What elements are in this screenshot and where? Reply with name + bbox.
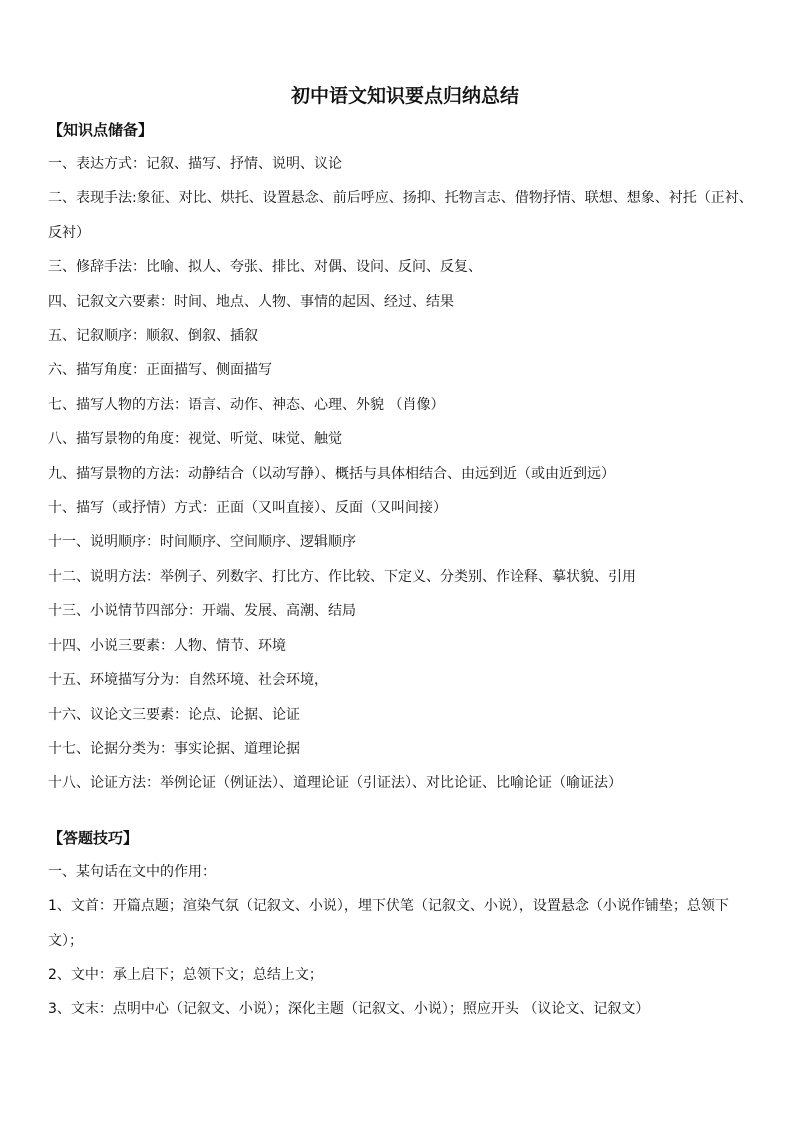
list-item: 十七、论据分类为：事实论据、道理论据 xyxy=(48,740,300,757)
list-item: 十八、论证方法：举例论证（例证法）、道理论证（引证法）、对比论证、比喻论证（喻证法） xyxy=(48,775,622,792)
page-title: 初中语文知识要点归纳总结 xyxy=(290,85,519,107)
section-header-techniques: 【答题技巧】 xyxy=(48,828,139,847)
list-item: 六、描写角度：正面描写、侧面描写 xyxy=(48,362,272,379)
list-item: 十二、说明方法：举例子、列数字、打比方、作比较、下定义、分类别、作诠释、摹状貌、引用 xyxy=(48,568,636,585)
list-item: 三、修辞手法：比喻、拟人、夸张、排比、对偶、设问、反问、反复、 xyxy=(48,259,482,276)
list-item: 一、某句话在文中的作用： xyxy=(48,863,216,880)
list-item: 1、文首：开篇点题；渲染气氛（记叙文、小说），埋下伏笔（记叙文、小说），设置悬念（小说作铺垫；总领下文）； xyxy=(48,898,729,949)
list-item: 十、描写（或抒情）方式：正面（又叫直接）、反面（又叫间接） xyxy=(48,500,447,517)
list-item: 十三、小说情节四部分：开端、发展、高潮、结局 xyxy=(48,603,356,620)
techniques-list xyxy=(48,855,754,1027)
list-item: 十四、小说三要素：人物、情节、环境 xyxy=(48,637,286,654)
list-item: 五、记叙顺序：顺叙、倒叙、插叙 xyxy=(48,328,258,345)
list-item: 十一、说明顺序：时间顺序、空间顺序、逻辑顺序 xyxy=(48,534,356,551)
list-item: 3、文末：点明中心（记叙文、小说）；深化主题（记叙文、小说）；照应开头 （议论文、记叙文） xyxy=(48,1001,650,1018)
list-item: 七、描写人物的方法：语言、动作、神态、心理、外貌 （肖像） xyxy=(48,396,445,413)
list-item: 2、文中：承上启下；总领下文；总结上文； xyxy=(48,966,323,983)
list-item: 十六、议论文三要素：论点、论据、论证 xyxy=(48,706,300,723)
list-item: 九、描写景物的方法：动静结合（以动写静）、概括与具体相结合、由远到近（或由近到远） xyxy=(48,465,615,482)
list-item: 十五、环境描写分为：自然环境、社会环境， xyxy=(48,672,328,689)
list-item: 一、表达方式：记叙、描写、抒情、说明、议论 xyxy=(48,156,342,172)
section-header-knowledge: 【知识点储备】 xyxy=(48,121,154,139)
list-item: 八、描写景物的角度：视觉、听觉、味觉、触觉 xyxy=(48,431,342,448)
list-item: 二、表现手法:象征、对比、烘托、设置悬念、前后呼应、扬抑、托物言志、借物抒情、联想、想象、衬托（正衬、反衬） xyxy=(48,190,753,241)
knowledge-list xyxy=(48,147,754,801)
list-item: 四、记叙文六要素：时间、地点、人物、事情的起因、经过、结果 xyxy=(48,293,454,310)
section-spacer xyxy=(48,801,754,821)
